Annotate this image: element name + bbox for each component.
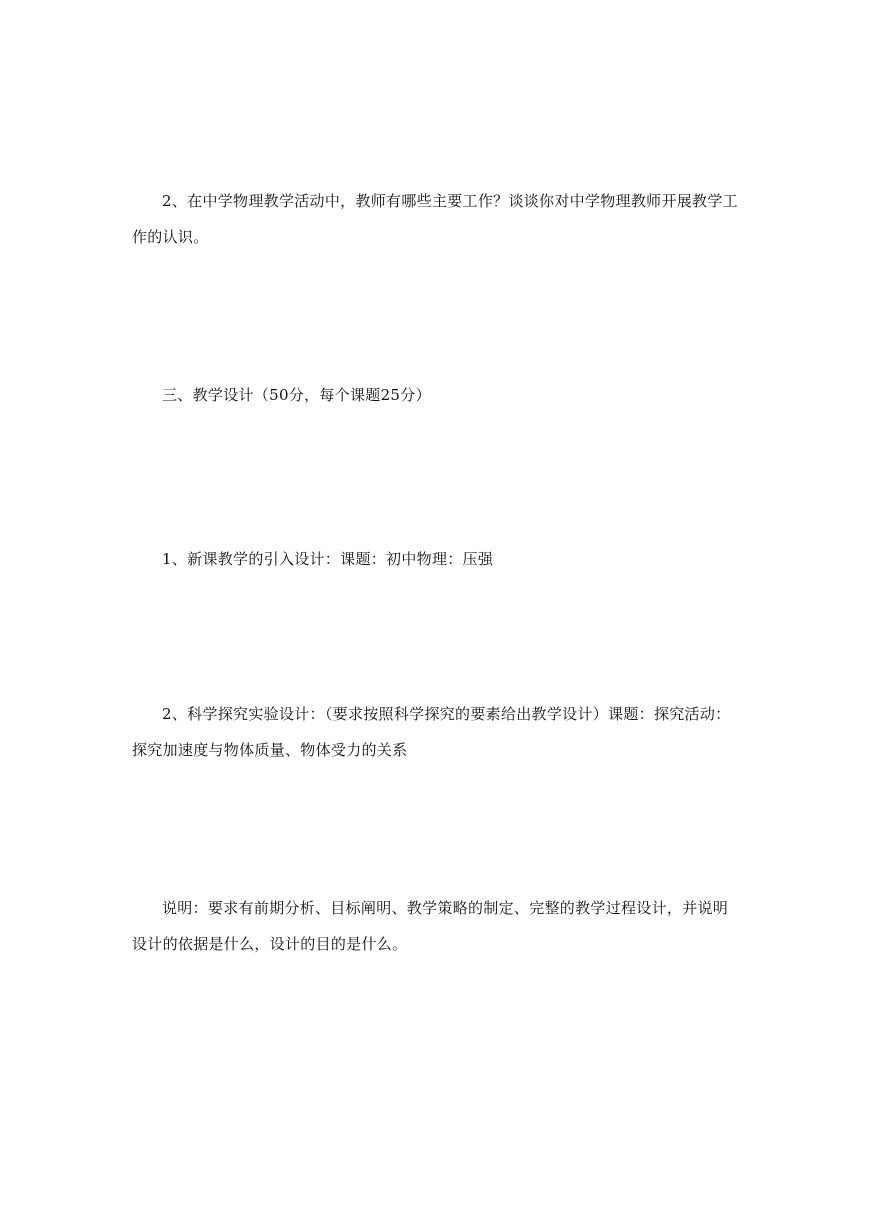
section-3-heading: 三、教学设计（50分，每个课题25分） (162, 386, 431, 404)
task-1-paragraph: 1、新课教学的引入设计：课题：初中物理：压强 (162, 550, 494, 568)
task-2-paragraph: 2、科学探究实验设计：（要求按照科学探究的要素给出教学设计）课题：探究活动：探究加速度与物体质量、物体受力的关系 (132, 705, 731, 759)
question-2-paragraph: 2、在中学物理教学活动中，教师有哪些主要工作？谈谈你对中学物理教师开展教学工作的认识。 (132, 192, 738, 246)
note-paragraph: 说明：要求有前期分析、目标阐明、教学策略的制定、完整的教学过程设计，并说明设计的依据是什么，设计的目的是什么。 (132, 899, 729, 953)
